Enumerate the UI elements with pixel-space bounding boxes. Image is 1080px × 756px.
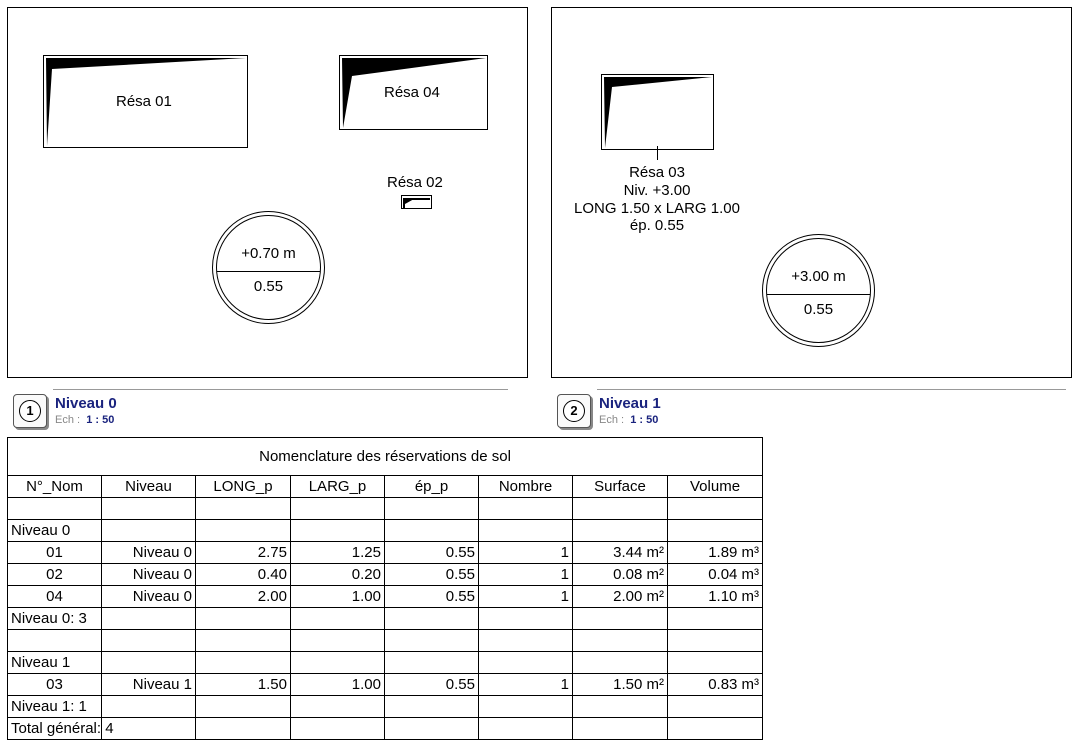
reservation-label: Résa 01 <box>116 93 172 110</box>
table-cell[interactable]: 1 <box>479 586 573 608</box>
level-tag-inner <box>766 238 871 343</box>
schedule-header-row <box>8 476 763 498</box>
reservation-level: Niv. +3.00 <box>623 182 691 199</box>
column-header[interactable]: Volume <box>668 476 763 498</box>
level-elevation: +3.00 m <box>791 268 846 285</box>
viewport-niveau-1[interactable] <box>551 7 1072 378</box>
table-cell[interactable]: Niveau 1: 1 <box>8 696 102 718</box>
table-cell[interactable] <box>102 696 196 718</box>
table-cell[interactable] <box>196 630 291 652</box>
table-cell[interactable] <box>102 498 196 520</box>
table-cell[interactable]: 0.55 <box>385 542 479 564</box>
table-cell[interactable] <box>385 520 479 542</box>
view-title[interactable]: Niveau 1 <box>599 395 661 412</box>
table-cell[interactable] <box>385 718 479 740</box>
schedule-title: Nomenclature des réservations de sol <box>8 438 763 476</box>
table-row[interactable] <box>8 608 763 630</box>
table-cell[interactable] <box>668 718 763 740</box>
column-header[interactable]: LARG_p <box>291 476 385 498</box>
table-cell[interactable] <box>385 652 479 674</box>
table-cell[interactable] <box>102 608 196 630</box>
table-row[interactable] <box>8 674 763 696</box>
view-scale-value: 1 : 50 <box>630 414 659 426</box>
table-cell[interactable]: Niveau 1 <box>8 652 102 674</box>
column-header[interactable]: Surface <box>573 476 668 498</box>
reservation-label: Résa 02 <box>387 174 443 191</box>
table-cell[interactable]: 02 <box>8 564 102 586</box>
table-cell[interactable]: 0.04 m³ <box>668 564 763 586</box>
table-cell[interactable]: 0.55 <box>385 586 479 608</box>
table-cell[interactable] <box>385 696 479 718</box>
view-number: 1 <box>19 400 41 422</box>
view-scale <box>599 414 658 426</box>
table-cell[interactable] <box>668 608 763 630</box>
table-cell[interactable] <box>668 520 763 542</box>
table-cell[interactable] <box>291 498 385 520</box>
table-cell[interactable] <box>668 630 763 652</box>
schedule-title-row <box>8 438 763 476</box>
reservation-size: LONG 1.50 x LARG 1.00 <box>574 200 740 217</box>
table-cell[interactable]: 03 <box>8 674 102 696</box>
table-cell[interactable] <box>573 608 668 630</box>
table-cell[interactable]: 0.55 <box>385 564 479 586</box>
view-number: 2 <box>563 400 585 422</box>
table-cell[interactable] <box>291 608 385 630</box>
table-cell[interactable] <box>573 520 668 542</box>
table-cell[interactable]: 1 <box>479 564 573 586</box>
table-cell[interactable]: 1.50 <box>196 674 291 696</box>
table-cell[interactable] <box>385 608 479 630</box>
table-cell[interactable] <box>668 696 763 718</box>
level-tag-divider <box>767 294 870 295</box>
table-cell[interactable]: 2.00 <box>196 586 291 608</box>
table-cell[interactable]: Niveau 0 <box>8 520 102 542</box>
view-scale-label: Ech : <box>55 414 81 426</box>
column-header[interactable]: ép_p <box>385 476 479 498</box>
level-thickness: 0.55 <box>803 301 834 318</box>
table-row[interactable] <box>8 718 763 740</box>
table-row[interactable] <box>8 520 763 542</box>
table-cell[interactable]: 1.00 <box>291 674 385 696</box>
table-cell[interactable] <box>196 718 291 740</box>
table-cell[interactable]: 0.20 <box>291 564 385 586</box>
table-row[interactable] <box>8 652 763 674</box>
column-header[interactable]: N°_Nom <box>8 476 102 498</box>
level-elevation-tag[interactable] <box>212 211 325 324</box>
table-cell[interactable]: 2.75 <box>196 542 291 564</box>
table-cell[interactable] <box>8 630 102 652</box>
table-cell[interactable]: 3.44 m² <box>573 542 668 564</box>
table-cell[interactable] <box>196 696 291 718</box>
table-cell[interactable] <box>291 652 385 674</box>
table-cell[interactable] <box>479 608 573 630</box>
table-cell[interactable]: Niveau 0 <box>102 586 196 608</box>
table-cell[interactable]: 1 <box>479 674 573 696</box>
table-cell[interactable] <box>479 652 573 674</box>
table-cell[interactable]: Niveau 0 <box>102 542 196 564</box>
table-cell[interactable]: 1.50 m² <box>573 674 668 696</box>
table-cell[interactable] <box>196 498 291 520</box>
level-tag-inner <box>216 215 321 320</box>
table-cell[interactable]: Niveau 0: 3 <box>8 608 102 630</box>
table-cell[interactable]: 1.89 m³ <box>668 542 763 564</box>
reservation-symbol <box>602 75 715 151</box>
table-cell[interactable] <box>102 652 196 674</box>
table-cell[interactable]: Niveau 1 <box>102 674 196 696</box>
viewport-niveau-0[interactable] <box>7 7 528 378</box>
table-row[interactable] <box>8 498 763 520</box>
table-cell[interactable]: 01 <box>8 542 102 564</box>
table-cell[interactable]: Niveau 0 <box>102 564 196 586</box>
table-row[interactable] <box>8 542 763 564</box>
column-header[interactable]: Niveau <box>102 476 196 498</box>
view-number-badge[interactable] <box>557 394 591 428</box>
table-cell[interactable] <box>479 630 573 652</box>
table-cell[interactable]: 0.40 <box>196 564 291 586</box>
schedule-table[interactable] <box>7 437 763 740</box>
table-cell[interactable] <box>479 498 573 520</box>
reservation-symbol <box>402 196 433 210</box>
table-cell[interactable] <box>291 718 385 740</box>
view-scale <box>55 414 114 426</box>
reservation-label: Résa 03 <box>629 164 685 181</box>
table-cell[interactable] <box>573 718 668 740</box>
table-cell[interactable]: Total général: 4 <box>8 718 102 740</box>
table-cell[interactable]: 1 <box>479 542 573 564</box>
table-cell[interactable]: 04 <box>8 586 102 608</box>
level-elevation-tag[interactable] <box>762 234 875 347</box>
column-header[interactable]: LONG_p <box>196 476 291 498</box>
table-cell[interactable]: 0.55 <box>385 674 479 696</box>
table-cell[interactable] <box>196 652 291 674</box>
view-scale-label: Ech : <box>599 414 625 426</box>
column-header[interactable]: Nombre <box>479 476 573 498</box>
table-cell[interactable] <box>573 498 668 520</box>
table-cell[interactable]: 0.83 m³ <box>668 674 763 696</box>
table-row[interactable] <box>8 696 763 718</box>
reservation-resa-02[interactable] <box>401 195 432 209</box>
table-row[interactable] <box>8 564 763 586</box>
table-cell[interactable]: 1.00 <box>291 586 385 608</box>
table-cell[interactable] <box>668 652 763 674</box>
level-tag-divider <box>217 271 320 272</box>
table-cell[interactable]: 1.10 m³ <box>668 586 763 608</box>
table-cell[interactable] <box>668 498 763 520</box>
table-row[interactable] <box>8 586 763 608</box>
table-cell[interactable] <box>479 718 573 740</box>
view-scale-value: 1 : 50 <box>86 414 115 426</box>
view-title-line <box>53 389 508 390</box>
table-cell[interactable]: 2.00 m² <box>573 586 668 608</box>
reservation-label: Résa 04 <box>384 84 440 101</box>
level-elevation: +0.70 m <box>241 245 296 262</box>
table-cell[interactable] <box>573 696 668 718</box>
table-cell[interactable] <box>385 630 479 652</box>
tag-leader-line <box>657 146 658 160</box>
table-cell[interactable] <box>573 630 668 652</box>
table-cell[interactable] <box>196 608 291 630</box>
table-cell[interactable] <box>479 520 573 542</box>
table-cell[interactable] <box>196 520 291 542</box>
view-title[interactable]: Niveau 0 <box>55 395 117 412</box>
table-cell[interactable] <box>385 498 479 520</box>
level-thickness: 0.55 <box>253 278 284 295</box>
table-cell[interactable] <box>291 520 385 542</box>
reservation-resa-03[interactable] <box>601 74 714 150</box>
view-number-badge[interactable] <box>13 394 47 428</box>
table-cell[interactable] <box>102 520 196 542</box>
table-cell[interactable]: 0.08 m² <box>573 564 668 586</box>
table-cell[interactable] <box>102 630 196 652</box>
table-cell[interactable] <box>573 652 668 674</box>
table-cell[interactable] <box>102 718 196 740</box>
reservation-thickness: ép. 0.55 <box>629 217 685 234</box>
table-cell[interactable]: 1.25 <box>291 542 385 564</box>
view-title-line <box>597 389 1066 390</box>
table-row[interactable] <box>8 630 763 652</box>
table-cell[interactable] <box>479 696 573 718</box>
table-cell[interactable] <box>291 630 385 652</box>
table-cell[interactable] <box>291 696 385 718</box>
table-cell[interactable] <box>8 498 102 520</box>
